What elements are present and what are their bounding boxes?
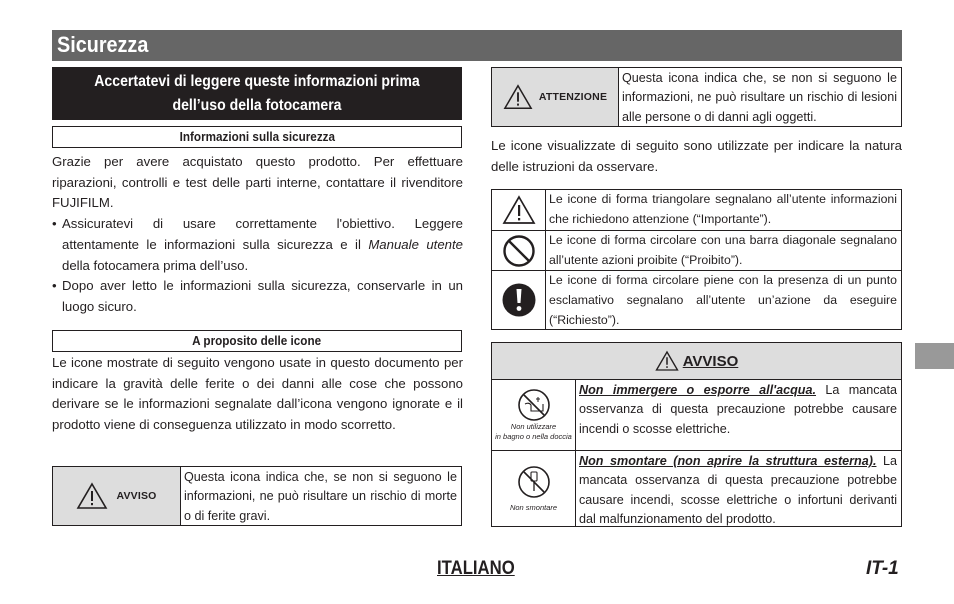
icons-about-heading-text: A proposito delle icone [192, 333, 322, 348]
table-row [492, 190, 901, 230]
safety-intro: Grazie per avere acquistato questo prodotto. Per effettuare riparazioni, controlli e test delle parti interne, contattare il rivenditore FUJIFILM. [52, 154, 463, 211]
prohibited-icon [502, 234, 536, 268]
bullet-text: della fotocamera prima dell’uso. [62, 257, 249, 273]
avviso-legend-cell [53, 467, 181, 525]
icon-type-description: Le icone di forma circolare con una barra diagonale segnalano all’utente azioni proibite (“Proibito”). [549, 233, 897, 267]
page-title-bar [52, 30, 902, 61]
table-row [492, 230, 901, 270]
avviso-item-icon-cell [492, 380, 576, 450]
warning-triangle-icon [503, 83, 533, 111]
attenzione-label: ATTENZIONE [538, 91, 608, 103]
page-title: Sicurezza [57, 32, 149, 57]
safety-info-heading-text: Informazioni sulla sicurezza [179, 129, 335, 144]
icon-type-cell [492, 190, 546, 230]
safety-info-body [52, 152, 463, 318]
bullet-text: Assicuratevi di usare correttamente l'obiettivo. Leggere attentamente le informazioni sulla sicurezza e il [62, 216, 463, 252]
list-item [492, 450, 901, 526]
mandatory-icon [501, 282, 537, 318]
avviso-box [491, 342, 902, 527]
section-side-tab [915, 343, 954, 369]
icons-about-text: Le icone mostrate di seguito vengono usate in questo documento per indicare la gravità delle ferite o dei danni alle cose che possono derivare se le informazioni segnalate dall’icona vengono ignorate e il prodotto viene di conseguenza utilizzato in modo scorretto. [52, 355, 463, 433]
icon-type-cell [492, 271, 546, 329]
icon-caption: Non utilizzare [510, 422, 557, 431]
warning-triangle-icon [655, 350, 679, 372]
bullet-item: • Dopo aver letto le informazioni sulla sicurezza, conservarle in un luogo sicuro. [52, 276, 463, 317]
attenzione-legend-cell [492, 68, 619, 126]
bullet-item [52, 214, 463, 276]
table-row [492, 270, 901, 329]
icon-caption: in bagno o nella doccia [495, 432, 572, 441]
icon-type-description: Le icone di forma triangolare segnalano all’utente informazioni che richiedono attenzione (“Importante”). [549, 192, 897, 226]
footer-page-number: IT-1 [866, 558, 899, 579]
warning-triangle-icon [76, 482, 108, 510]
safety-info-heading [52, 126, 462, 148]
manual-title: Manuale utente [368, 236, 463, 252]
main-heading-line-1: Accertatevi di leggere queste informazioni prima [94, 73, 420, 90]
avviso-item-text [576, 380, 901, 450]
list-item [492, 380, 901, 450]
avviso-box-header [492, 343, 901, 380]
avviso-label: AVVISO [116, 490, 157, 502]
avviso-item-icon-cell [492, 451, 576, 526]
avviso-item-title: Non immergere o esporre all'acqua. [579, 383, 817, 397]
avviso-legend-text: Questa icona indica che, se non si seguono le informazioni, ne può risultare un rischio di morte o di ferite gravi. [184, 470, 457, 523]
icons-about-heading [52, 330, 462, 352]
icon-type-description: Le icone di forma circolare piene con la presenza di un punto esclamativo segnalano all’utente un’azione da eseguire (“Richiesto”). [549, 273, 897, 327]
icon-type-table [491, 189, 902, 330]
icons-intro: Le icone visualizzate di seguito sono utilizzate per indicare la natura delle istruzioni da osservare. [491, 138, 902, 174]
avviso-item-body: La mancata osservanza di questa precauzione potrebbe causare incendi o scosse elettriche. [579, 383, 897, 436]
warning-triangle-icon [502, 195, 536, 225]
avviso-legend-row [52, 466, 462, 526]
icon-caption: Non smontare [509, 502, 558, 512]
no-water-icon [517, 388, 551, 422]
attenzione-legend-row [491, 67, 902, 127]
main-heading [52, 67, 462, 120]
avviso-item-title: Non smontare (non aprire la struttura esterna). [579, 454, 877, 468]
icon-type-cell [492, 231, 546, 270]
avviso-item-text [576, 451, 901, 526]
footer-language: ITALIANO [437, 558, 515, 579]
attenzione-legend-text: Questa icona indica che, se non si seguono le informazioni, ne può risultare un rischio di lesioni alle persone o di danni agli oggetti. [622, 71, 897, 124]
avviso-box-title: AVVISO [682, 352, 739, 370]
main-heading-line-2: dell’uso della fotocamera [172, 97, 342, 114]
no-disassembly-icon [517, 465, 551, 499]
avviso-item-body: La mancata osservanza di questa precauzione potrebbe causare incendi, scosse elettriche o infortuni derivanti dal malfunzionamento del prodotto. [579, 454, 897, 526]
